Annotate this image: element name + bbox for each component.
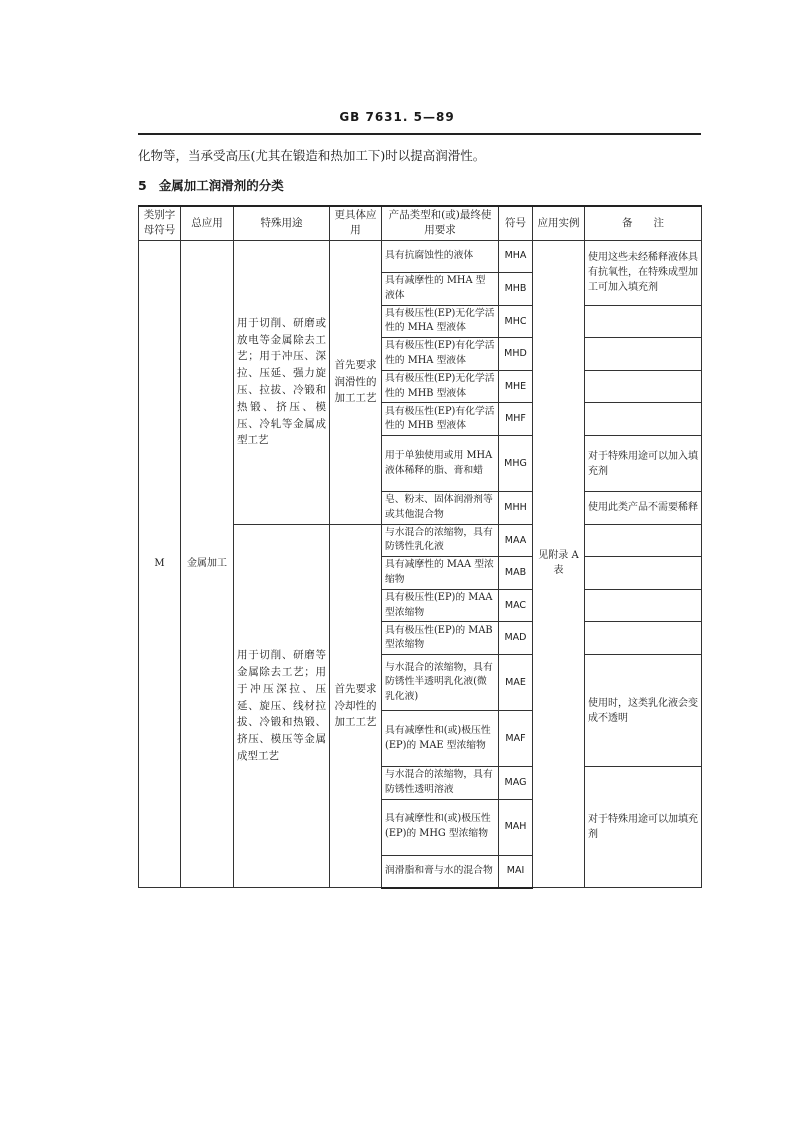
col-header-product-type: 产品类型和(或)最终使用要求 — [382, 206, 499, 240]
symbol: MHE — [499, 370, 533, 403]
symbol: MAG — [499, 767, 533, 800]
product-type: 与水混合的浓缩物，具有防锈性半透明乳化液(微乳化液) — [382, 655, 499, 711]
col-header-special: 特殊用途 — [234, 206, 330, 240]
col-header-general: 总应用 — [181, 206, 234, 240]
symbol: MHD — [499, 338, 533, 371]
table-header-row — [139, 206, 702, 240]
col-header-category: 类别字母符号 — [139, 206, 181, 240]
product-type: 具有减摩性和(或)极压性(EP)的 MHG 型浓缩物 — [382, 799, 499, 855]
symbol: MHG — [499, 436, 533, 492]
remark-empty — [585, 403, 702, 436]
product-type: 具有极压性(EP)有化学活性的 MHB 型液体 — [382, 403, 499, 436]
symbol: MAB — [499, 557, 533, 590]
remark: 对于特殊用途可以加入填充剂 — [585, 436, 702, 492]
col-header-example: 应用实例 — [533, 206, 585, 240]
col-header-specific: 更具体应用 — [330, 206, 382, 240]
symbol: MHB — [499, 273, 533, 306]
product-type: 具有减摩性和(或)极压性(EP)的 MAE 型浓缩物 — [382, 711, 499, 767]
table-row — [139, 240, 702, 273]
symbol: MHA — [499, 240, 533, 273]
symbol: MAE — [499, 655, 533, 711]
remark: 对于特殊用途可以加填充剂 — [585, 767, 702, 888]
product-type: 具有极压性(EP)无化学活性的 MHA 型液体 — [382, 305, 499, 338]
section-title: 金属加工润滑剂的分类 — [158, 178, 284, 193]
category-letter: M — [139, 240, 181, 888]
special-use-lubricity: 用于切削、研磨或放电等金属除去工艺；用于冲压、深拉、压延、强力旋压、拉拔、冷锻和热锻、挤压、模压、冷轧等金属成型工艺 — [234, 240, 330, 524]
remark: 使用此类产品不需要稀释 — [585, 492, 702, 525]
symbol: MHH — [499, 492, 533, 525]
remark-empty — [585, 305, 702, 338]
specific-use-cooling: 首先要求冷却性的加工工艺 — [330, 524, 382, 888]
symbol: MAF — [499, 711, 533, 767]
remark-empty — [585, 557, 702, 590]
remark-empty — [585, 622, 702, 655]
standard-code: GB 7631. 5—89 — [339, 110, 455, 124]
specific-use-lubricity: 首先要求润滑性的加工工艺 — [330, 240, 382, 524]
product-type: 具有减摩性的 MAA 型浓缩物 — [382, 557, 499, 590]
symbol: MAI — [499, 855, 533, 888]
section-number: 5 — [138, 178, 147, 193]
intro-text: 化物等，当承受高压(尤其在锻造和热加工下)时以提高润滑性。 — [138, 148, 486, 163]
remark-empty — [585, 338, 702, 371]
product-type: 具有极压性(EP)的 MAB 型浓缩物 — [382, 622, 499, 655]
product-type: 皂、粉末、固体润滑剂等或其他混合物 — [382, 492, 499, 525]
remark: 使用时，这类乳化液会变成不透明 — [585, 655, 702, 767]
general-application: 金属加工 — [181, 240, 234, 888]
product-type: 与水混合的浓缩物，具有防锈性乳化液 — [382, 524, 499, 557]
product-type: 具有极压性(EP)的 MAA 型浓缩物 — [382, 589, 499, 622]
symbol: MAC — [499, 589, 533, 622]
col-header-symbol: 符号 — [499, 206, 533, 240]
product-type: 润滑脂和膏与水的混合物 — [382, 855, 499, 888]
product-type: 具有减摩性的 MHA 型液体 — [382, 273, 499, 306]
remark-empty — [585, 524, 702, 557]
remark: 使用这些未经稀释液体具有抗氧性，在特殊成型加工可加入填充剂 — [585, 240, 702, 305]
col-header-remarks: 备 注 — [585, 206, 702, 240]
remark-empty — [585, 589, 702, 622]
product-type: 用于单独使用或用 MHA 液体稀释的脂、膏和蜡 — [382, 436, 499, 492]
section-heading — [138, 176, 284, 194]
symbol: MHC — [499, 305, 533, 338]
header-rule — [138, 133, 701, 135]
symbol: MAD — [499, 622, 533, 655]
product-type: 与水混合的浓缩物，具有防锈性透明溶液 — [382, 767, 499, 800]
product-type: 具有极压性(EP)无化学活性的 MHB 型液体 — [382, 370, 499, 403]
symbol: MAA — [499, 524, 533, 557]
symbol: MAH — [499, 799, 533, 855]
special-use-cooling: 用于切削、研磨等金属除去工艺；用于冲压深拉、压延、旋压、线材拉拔、冷锻和热锻、挤压、模压等金属成型工艺 — [234, 524, 330, 888]
application-example: 见附录 A 表 — [533, 240, 585, 888]
product-type: 具有极压性(EP)有化学活性的 MHA 型液体 — [382, 338, 499, 371]
remark-empty — [585, 370, 702, 403]
symbol: MHF — [499, 403, 533, 436]
classification-table — [138, 205, 702, 889]
product-type: 具有抗腐蚀性的液体 — [382, 240, 499, 273]
